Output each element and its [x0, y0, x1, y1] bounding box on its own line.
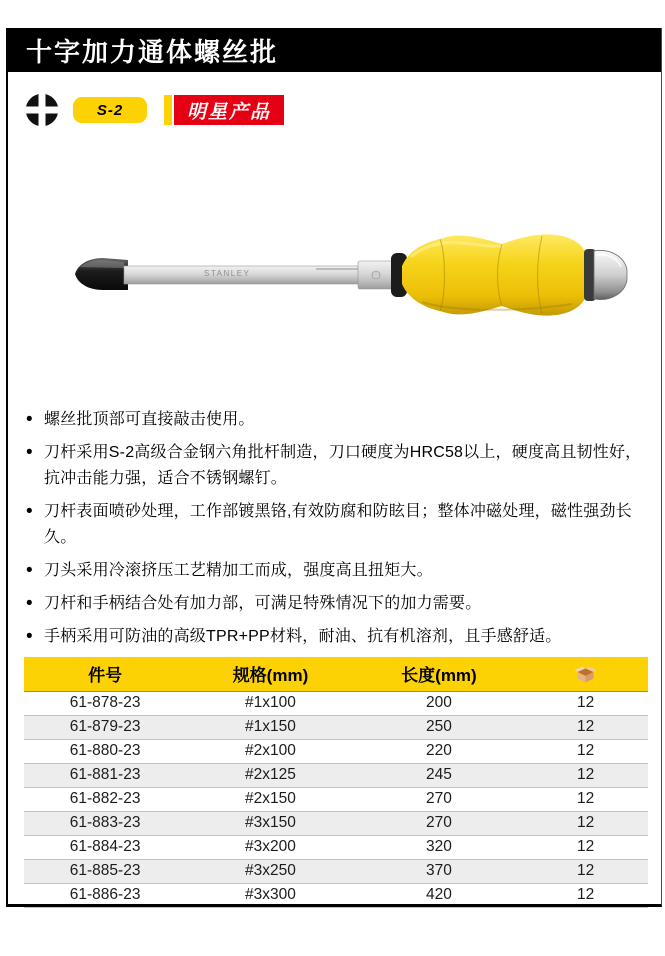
- col-header-pack: [523, 657, 648, 691]
- spec-cell: #3x250: [186, 859, 354, 883]
- spec-cell: #3x150: [186, 811, 354, 835]
- length-cell: 420: [355, 883, 523, 907]
- col-header-length: 长度(mm): [355, 657, 523, 691]
- pack-qty-cell: 12: [523, 763, 648, 787]
- part-no-cell: 61-879-23: [24, 715, 186, 739]
- part-no-cell: 61-884-23: [24, 835, 186, 859]
- spec-table-body: [24, 691, 648, 907]
- length-cell: 320: [355, 835, 523, 859]
- screwdriver-image: [72, 218, 637, 333]
- length-cell: 270: [355, 811, 523, 835]
- table-row: [24, 859, 648, 883]
- table-row: [24, 691, 648, 715]
- star-product-label: 明星产品: [174, 95, 284, 125]
- spec-cell: #3x300: [186, 883, 354, 907]
- length-cell: 200: [426, 694, 452, 711]
- spec-cell: #2x150: [186, 787, 354, 811]
- page-content: [8, 92, 661, 924]
- spec-cell: #1x100: [245, 694, 296, 711]
- table-row: [24, 763, 648, 787]
- pack-qty-cell: 12: [523, 811, 648, 835]
- spec-cell: #3x200: [186, 835, 354, 859]
- title-bar: [8, 28, 661, 72]
- length-cell: 370: [355, 859, 523, 883]
- length-cell: 220: [355, 739, 523, 763]
- table-row: [24, 883, 648, 907]
- pack-qty-cell: 12: [523, 835, 648, 859]
- brand-text: STANLEY: [204, 269, 251, 278]
- spec-cell: #2x100: [186, 739, 354, 763]
- tip-code-badge: S-2: [73, 97, 147, 123]
- part-no-cell: 61-882-23: [24, 787, 186, 811]
- pack-qty-cell: 12: [523, 787, 648, 811]
- carton-box-icon: [574, 666, 597, 683]
- feature-item: • 刀杆和手柄结合处有加力部，可满足特殊情况下的加力需要。: [24, 591, 646, 617]
- badge-row: [24, 92, 646, 128]
- catalog-page-frame: [6, 28, 662, 907]
- table-row: [24, 811, 648, 835]
- part-no-cell: 61-886-23: [24, 883, 186, 907]
- phillips-tip: [75, 258, 128, 290]
- pack-qty-cell: 12: [523, 715, 648, 739]
- spec-table: [24, 657, 648, 908]
- part-no-cell: 61-878-23: [69, 694, 141, 711]
- feature-item: • 刀头采用冷滚挤压工艺精加工而成，强度高且扭矩大。: [24, 558, 646, 584]
- col-header-part-no: 件号: [24, 657, 186, 691]
- spec-table-header: [24, 657, 648, 691]
- part-no-cell: 61-880-23: [24, 739, 186, 763]
- feature-list: [24, 407, 646, 650]
- shaft: [124, 266, 362, 284]
- pack-qty-cell: 12: [523, 859, 648, 883]
- table-row: [24, 739, 648, 763]
- badge-accent-bar: [164, 95, 172, 125]
- feature-item: • 刀杆采用S-2高级合金钢六角批杆制造，刀口硬度为HRC58以上，硬度高且韧性好，抗冲击能力强，适合不锈钢螺钉。: [24, 440, 646, 492]
- star-product-badge: [164, 95, 284, 125]
- spec-cell: #2x125: [186, 763, 354, 787]
- strike-cap: [584, 249, 627, 301]
- pack-qty-cell: 12: [576, 694, 595, 711]
- product-image: [72, 218, 646, 333]
- pack-qty-cell: 12: [523, 883, 648, 907]
- hex-bolster: [358, 261, 394, 289]
- table-row: [24, 787, 648, 811]
- feature-item: • 螺丝批顶部可直接敲击使用。: [24, 407, 646, 433]
- length-cell: 245: [355, 763, 523, 787]
- pack-qty-cell: 12: [523, 739, 648, 763]
- phillips-cross-icon: [24, 92, 60, 128]
- table-row: [24, 835, 648, 859]
- handle: [402, 234, 588, 315]
- part-no-cell: 61-883-23: [24, 811, 186, 835]
- table-row: [24, 715, 648, 739]
- part-no-cell: 61-885-23: [24, 859, 186, 883]
- col-header-spec: 规格(mm): [186, 657, 354, 691]
- length-cell: 250: [355, 715, 523, 739]
- feature-item: • 手柄采用可防油的高级TPR+PP材料，耐油、抗有机溶剂，且手感舒适。: [24, 624, 646, 650]
- page-title: 十字加力通体螺丝批: [26, 36, 279, 67]
- part-no-cell: 61-881-23: [24, 763, 186, 787]
- length-cell: 270: [355, 787, 523, 811]
- feature-item: • 刀杆表面喷砂处理，工作部镀黑铬,有效防腐和防眩目；整体冲磁处理，磁性强劲长久。: [24, 499, 646, 551]
- spec-cell: #1x150: [186, 715, 354, 739]
